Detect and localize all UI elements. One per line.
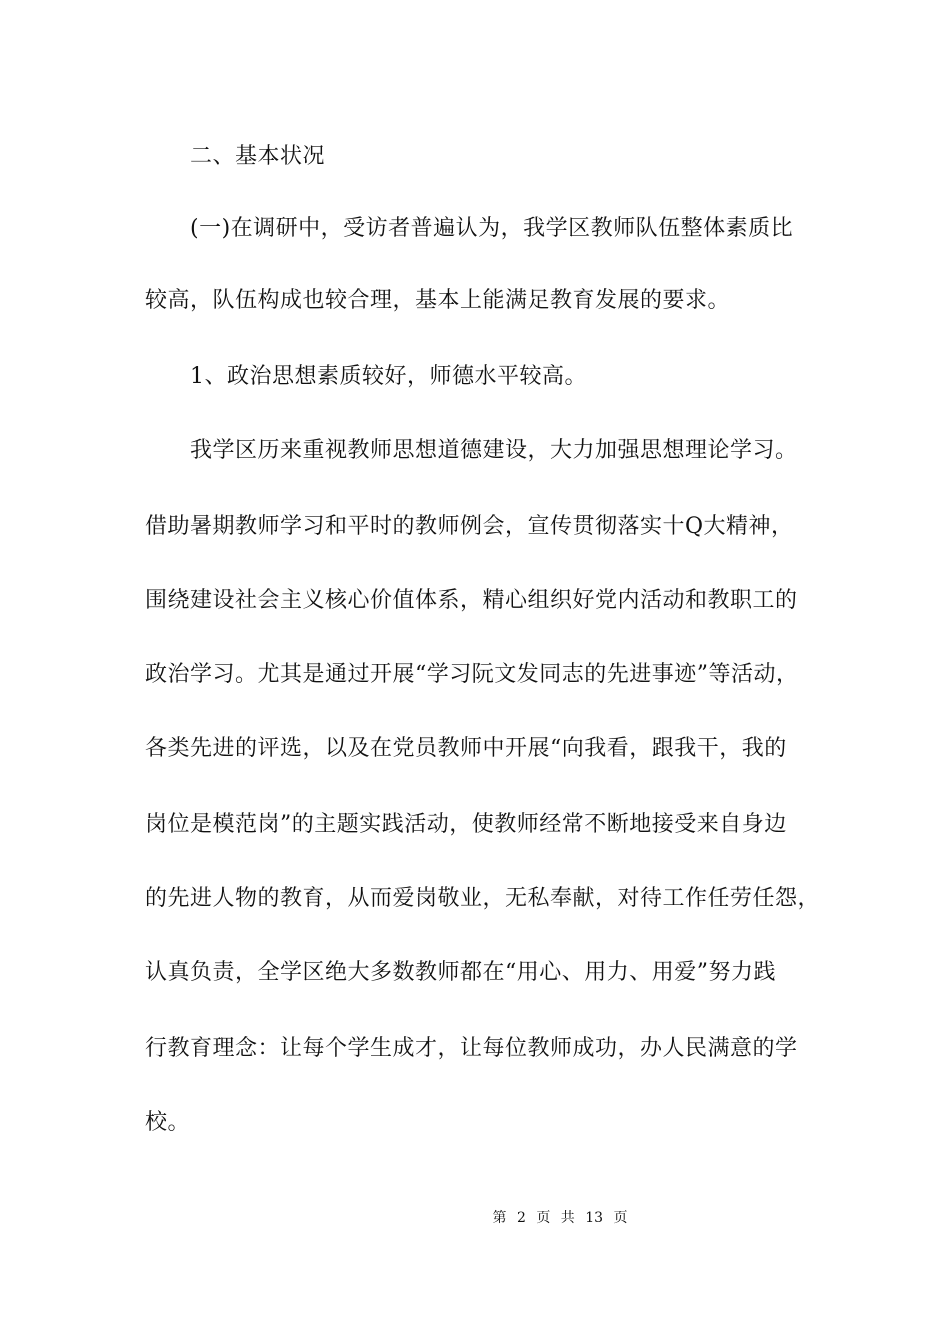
footer-mid1: 页	[536, 1210, 551, 1226]
paragraph-line: 行教育理念：让每个学生成才，让每位教师成功，办人民满意的学	[145, 1036, 798, 1061]
paragraph-line: 借助暑期教师学习和平时的教师例会，宣传贯彻落实十Q大精神，	[145, 514, 794, 539]
footer-suffix: 页	[613, 1210, 628, 1226]
paragraph-line: 政治学习。尤其是通过开展“学习阮文发同志的先进事迹”等活动，	[145, 662, 799, 687]
footer-current-page: 2	[516, 1210, 526, 1226]
paragraph-line: (一)在调研中，受访者普遍认为，我学区教师队伍整体素质比	[190, 216, 794, 241]
paragraph-line: 围绕建设社会主义核心价值体系，精心组织好党内活动和教职工的	[145, 588, 798, 613]
page-footer	[0, 1208, 950, 1228]
paragraph-line: 岗位是模范岗”的主题实践活动，使教师经常不断地接受来自身边	[145, 812, 787, 837]
section-heading: 二、基本状况	[190, 144, 326, 169]
footer-mid2: 共	[560, 1210, 575, 1226]
paragraph-line: 校。	[145, 1110, 191, 1135]
paragraph-line: 各类先进的评选，以及在党员教师中开展“向我看，跟我干，我的	[145, 736, 787, 761]
paragraph-line: 认真负责，全学区绝大多数教师都在“用心、用力、用爱”努力践	[145, 960, 776, 985]
paragraph-line: 较高，队伍构成也较合理，基本上能满足教育发展的要求。	[145, 288, 731, 313]
subheading-line: 1、政治思想素质较好，师德水平较高。	[190, 364, 587, 389]
paragraph-line: 的先进人物的教育，从而爱岗敬业，无私奉献，对待工作任劳任怨，	[145, 886, 821, 911]
paragraph-line: 我学区历来重视教师思想道德建设，大力加强思想理论学习。	[190, 438, 798, 463]
footer-total-pages: 13	[585, 1210, 604, 1226]
footer-prefix: 第	[492, 1210, 507, 1226]
